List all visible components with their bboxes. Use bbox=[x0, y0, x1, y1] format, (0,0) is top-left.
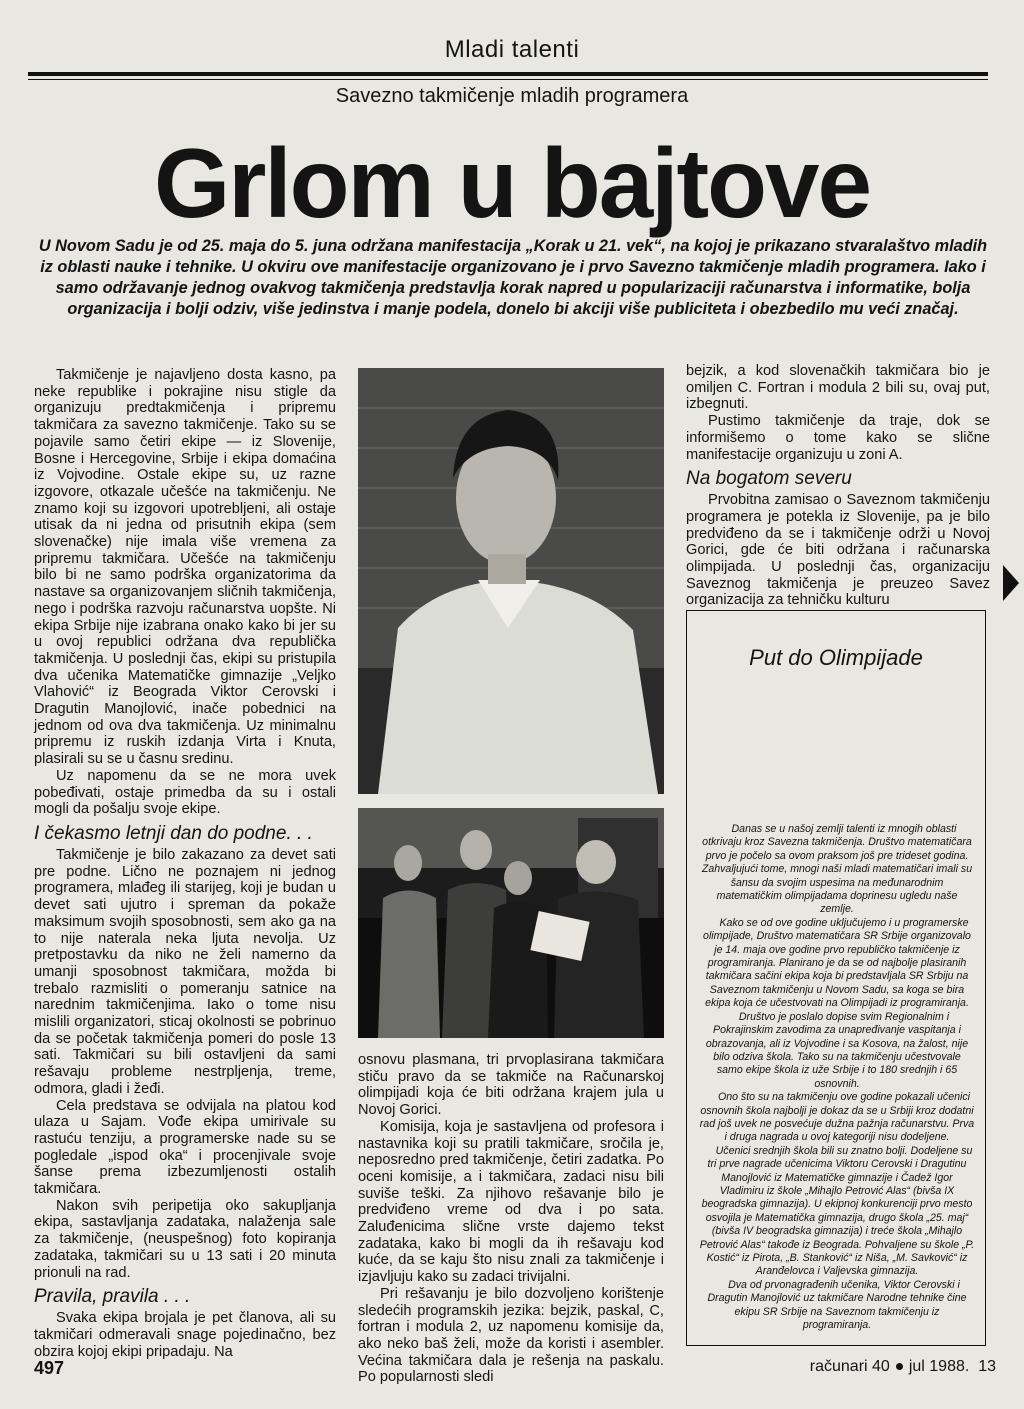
paragraph: Komisija, koja je sastavljena od profesora i nastavnika koji su pratili takmičare, sročila je, neposredno pred takmičenje, četiri zadatka. Po oceni komisije, a i takmičara, zadaci nisu bili suviše teški. Za njihovo rešavanje bilo je predviđeno vreme od dva i po sata. Zaluđenicima slične vrste dajemo tekst zadataka, kako bi mogli da ih rešavaju kod kuće, da se kaju što nisu znali za takmičenje i izjavljuju kako su zadaci trivijalni. bbox=[358, 1118, 664, 1286]
paragraph: Takmičenje je bilo zakazano za devet sati pre podne. Lično ne poznajem ni jednog programera, mlađeg ili starijeg, koji je budan u devet sati ujutro i spreman da pokaže maksimum svojih sposobnosti, sem ako ga na to nije naterala neka ljuta nevolja. Uz pretpostavku da niko ne želi namerno da umanji sposobnost takmičara, možda bi trebalo razmisliti o pomeranju satnice na narednim takmičenjima. Iako o tome nisu mislili organizatori, sticaj okolnosti se pobrinuo da se početak takmičenja pomeri do posle 13 sati. Takmičari su bili ostavljeni da sami rešavaju probleme nestrpljenja, treme, odmora, gladi i žeđi. bbox=[34, 846, 336, 1097]
page-number-left: 497 bbox=[34, 1358, 65, 1378]
paragraph: bejzik, a kod slovenačkih takmičara bio je omiljen C. Fortran i modula 2 bili su, ovaj put, izbegnuti. bbox=[686, 363, 990, 413]
sidebar-box bbox=[686, 610, 986, 1346]
group-photo bbox=[358, 808, 664, 1038]
continue-arrow-icon bbox=[1003, 565, 1019, 601]
box-paragraph: Društvo je poslalo dopise svim Regionalnim i Pokrajinskim zavodima za unapređivanje vaspitanja i obrazovanja, ali iz Vojvodine i sa Kosova, na žalost, nije bilo odziva škola. Tako su na takmičenju učestvovale samo ekipe škola iz uže Srbije i to 180 srednjih i 65 osnovnih. bbox=[705, 1010, 969, 1090]
section-title: Mladi talenti bbox=[444, 36, 580, 63]
box-paragraph: Kako se od ove godine uključujemo i u programerske olimpijade, Društvo matematičara SR Srbije organizovalo je 14. maja ove godine prvo republičko takmičenje iz programiranja. Planirano je da se od najbolje plasiranih takmičara sačini ekipa koja bi predstavljala SR Srbiju na Saveznom takmičenju u Novom Sadu, sa koga se bira ekipa koja će učestvovati na Olimpijadi iz programiranja. bbox=[703, 916, 971, 1010]
portrait-photo bbox=[358, 368, 664, 794]
middle-column bbox=[358, 1052, 664, 1386]
right-column bbox=[686, 363, 990, 609]
left-column bbox=[34, 367, 336, 1360]
paragraph: Pri rešavanju je bilo dozvoljeno korištenje sledećih programskih jezika: bejzik, paskal, C, fortran i modula 2, uz napomenu komisije da, ako neko baš želi, može da koristi i asembler. Većina takmičara dala je rešenja na paskalu. Po popularnosti sledi bbox=[358, 1285, 664, 1386]
box-title: Put do Olimpijade bbox=[749, 645, 923, 670]
paragraph: Pustimo takmičenje da traje, dok se informišemo o tome kako se slične manifestacije organizuju u zoni A. bbox=[686, 413, 990, 463]
issue-date: jul 1988. bbox=[908, 1358, 970, 1375]
paragraph: Nakon svih peripetija oko sakupljanja ekipa, sastavljanja zadataka, nalaženja sale za takmičenje, (neuspešnog) foto kopiranja zadataka, takmičari su u 13 sati i 20 minuta prionuli na rad. bbox=[34, 1197, 336, 1281]
paragraph: Prvobitna zamisao o Saveznom takmičenju programera je potekla iz Slovenije, pa je bilo predviđeno da se i takmičenje održi u Novoj Gorici, gde će biti održana i računarska olimpijada. U poslednji čas, organizaciju Saveznog takmičenja je preuzeo Savez organizacija za tehničku kulturu bbox=[686, 492, 990, 609]
paragraph: osnovu plasmana, tri prvoplasirana takmičara stiču pravo da se takmiče na Računarskoj olimpijadi koja će biti održana krajem jula u Novoj Gorici. bbox=[358, 1052, 664, 1119]
header-rule-thin bbox=[28, 79, 988, 80]
header-rule bbox=[28, 72, 988, 76]
subheading-pravila: Pravila, pravila . . . bbox=[34, 1286, 191, 1308]
page-number-right: 13 bbox=[978, 1358, 996, 1375]
bullet-icon bbox=[896, 1363, 903, 1370]
subheading-podne: I čekasmo letnji dan do podne. . . bbox=[34, 822, 313, 844]
article-subtitle: Savezno takmičenje mladih programera bbox=[335, 85, 689, 107]
paragraph: Cela predstava se odvijala na platou kod ulaza u Sajam. Vođe ekipa umirivale su rastuću tenziju, a programerske nade su se pogledale „ispod oka“ i procenjivale svoje šanse prema izbezumljenosti ostalih takmičara. bbox=[34, 1097, 336, 1198]
paragraph: Uz napomenu da se ne mora uvek pobeđivati, ostaje primedba da su i ostali mogli da pošalju svoje ekipe. bbox=[34, 767, 336, 818]
box-paragraph: Danas se u našoj zemlji talenti iz mnogih oblasti otkrivaju kroz Savezna takmičenja. Društvo matematičara prvo je počelo sa ovom praksom još pre trideset godina. Zahvaljujući tome, mnogi naši mladi matematičari imali su šansu da svojim uspesima na međunarodnim matematičkim olimpijadama doprinesu ugledu naše zemlje. bbox=[701, 823, 973, 916]
box-text bbox=[699, 823, 975, 1332]
article-lead: U Novom Sadu je od 25. maja do 5. juna održana manifestacija „Korak u 21. vek“, na kojoj je prikazano stvaralaštvo mladih iz oblasti nauke i tehnike. U okviru ove manifestacije organizovano je i prvo Savezno takmičenje mladih programera. Iako i samo održavanje jednog ovakvog takmičenja predstavlja korak napred u popularizaciji računarstva i informatike, bolja organizacija i bolji odziv, više jedinstva i manje podela, donelo bi akciji više publiciteta i obezbedilo mu veći značaj. bbox=[38, 237, 988, 318]
subheading-sever: Na bogatom severu bbox=[686, 468, 852, 490]
paragraph: Takmičenje je najavljeno dosta kasno, pa neke republike i pokrajine nisu stigle da organizuju predtakmičenja i pripremu takmičara za savezno takmičenje. Tako su se pojavile samo četiri ekipe — iz Slovenije, Bosne i Hercegovine, Srbije i ekipa domaćina iz Vojvodine. Ostale ekipe su, uz razne izgovore, otkazale učešće na takmičenju. Ne znamo koji su izgovori upotrebljeni, ali ostaje utisak da ni jedna od prisutnih ekipa (sem slovenačke) nije imala više vremena za pripremu takmičara. Učešće na takmičenju bilo bi ne samo podrška organizatorima da nastave sa organizovanjem sličnih takmičenja, nego i podrška razvoju računarstva uopšte. Ni ekipa Srbije nije izabrana onako kako bi jer su u ovoj republici održana dva republička takmičenja. U poslednji čas, ekipi su pristupila dva učenika Matematičke gimnazije „Veljko Vlahović“ iz Beograda Viktor Cerovski i Dragutin Manojlović, inače pobednici na jednom od ova dva takmičenja. Uz minimalnu pripremu iz ruskih izdanja Virta i Knuta, plasirali su se u časnu sredinu. bbox=[34, 367, 336, 768]
magazine-name: računari 40 bbox=[809, 1358, 890, 1375]
box-paragraph: Dva od prvonagrađenih učenika, Viktor Cerovski i Dragutin Manojlović uz takmičare Narodne tehnike čine ekipu SR Srbije na Saveznom takmičenju iz programiranja. bbox=[707, 1278, 967, 1332]
paragraph: Svaka ekipa brojala je pet članova, ali su takmičari odmeravali snage pojedinačno, bez obzira kojoj ekipi pripadaju. Na bbox=[34, 1310, 336, 1360]
box-paragraph: Ono što su na takmičenju ove godine pokazali učenici osnovnih škola najbolji je dokaz da se u Srbiji kroz dodatni rad još uvek ne posvećuje dužna pažnja računarstvu. Prva i druga nagrada u ovoj kategoriji nisu dodeljene. bbox=[699, 1091, 975, 1144]
footer-info bbox=[810, 1358, 996, 1376]
article-headline: Grlom u bajtove bbox=[153, 128, 870, 238]
box-paragraph: Učenici srednjih škola bili su znatno bolji. Dodeljene su tri prve nagrade učenicima Viktoru Cerovski i Dragutinu Manojlović iz Matematičke gimnazije i Čadež Igor Vladimiru iz škole „Mihajlo Petrović Alas“ (bivša IX beogradska gimnazija). U ekipnoj konkurenciji prvo mesto osvojila je Matematička gimnazija, drugo škola „25. maj“ (bivša IV beogradska gimnazija) i treće škola „Mihajlo Petrović Alas“ takođe iz Beograda. Pohvaljene su škole „P. Kostić“ iz Pirota, „B. Stanković“ iz Niša, „M. Savković“ iz Aranđelovca i Valjevska gimnazija. bbox=[699, 1144, 975, 1278]
